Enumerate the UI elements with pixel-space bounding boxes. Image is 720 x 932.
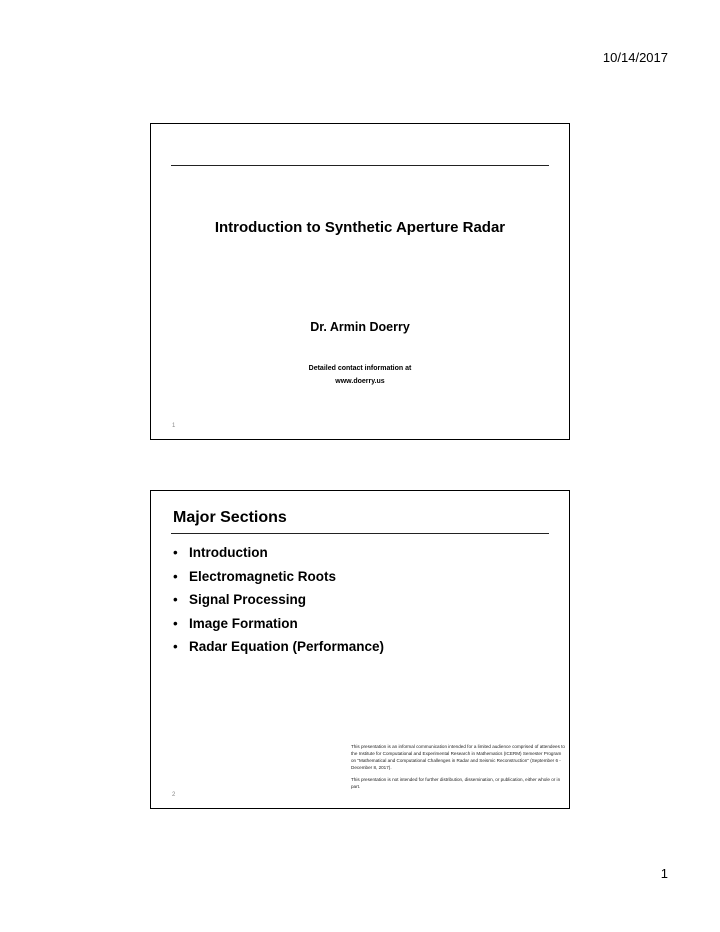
list-item-label: Signal Processing (189, 592, 307, 607)
slide-number: 2 (172, 792, 176, 798)
notice-paragraph: This presentation is an informal communication intended for a limited audience comprised of attendees to the Institute for Computational and Experimental Research in Mathematics (ICERM) Semester Program on "Mathematical and Computational Challenges in Radar and Seismic Reconstruction" (September 6 - December 8, 2017). (351, 744, 565, 770)
list-item (173, 588, 384, 612)
list-item-label: Radar Equation (Performance) (189, 639, 385, 654)
list-item-label: Electromagnetic Roots (189, 568, 337, 584)
distribution-notice (351, 743, 567, 795)
contact-line: Detailed contact information at (308, 365, 412, 372)
slide-number: 1 (172, 423, 176, 429)
bullet-icon: • (173, 545, 178, 560)
list-item (173, 635, 384, 659)
list-item (173, 612, 384, 636)
slide-2 (150, 490, 570, 809)
list-item (173, 541, 384, 565)
bullet-icon: • (173, 639, 178, 654)
page-date: 10/14/2017 (602, 50, 668, 65)
notice-paragraph: This presentation is not intended for further distribution, dissemination, or publication, either whole or in part. (351, 777, 561, 789)
contact-url: www.doerry.us (335, 378, 385, 385)
bullet-icon: • (173, 568, 178, 584)
list-item (173, 565, 384, 589)
list-item-label: Image Formation (189, 615, 298, 631)
bullet-icon: • (173, 592, 178, 607)
page-number: 1 (660, 866, 668, 881)
section-list (173, 541, 384, 659)
slide-title: Introduction to Synthetic Aperture Radar (214, 219, 506, 236)
title-divider (171, 165, 549, 166)
contact-info (151, 362, 569, 388)
heading-divider (171, 533, 549, 534)
slide-heading: Major Sections (173, 509, 287, 526)
bullet-icon: • (173, 615, 178, 631)
list-item-label: Introduction (189, 545, 268, 560)
slide-1 (150, 123, 570, 440)
author-name: Dr. Armin Doerry (310, 320, 410, 334)
